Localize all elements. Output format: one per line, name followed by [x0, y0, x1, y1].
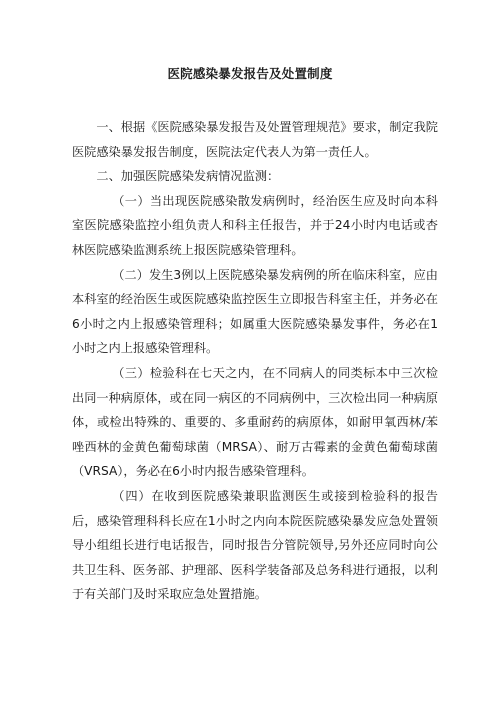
paragraph-2: 二、加强医院感染发病情况监测： — [96, 169, 280, 184]
paragraph-6: （四）在收到医院感染兼职监测医生或接到检验科的报告后，感染管理科科长应在1小时之内向本院医院感染暴发应急处置领导小组组长进行电话报告，同时报告分管院领导,另外还应同时向公共卫生科、医务部、护理部、医科学装备部及总务科进行通报，以利于有关部门及时采取应急处置措施。 — [72, 488, 438, 602]
paragraph-3: （一）当出现医院感染散发病例时，经治医生应及时向本科室医院感染监控小组负责人和科主任报告，并于24小时内电话或杏林医院感染监测系统上报医院感染管理科。 — [72, 193, 438, 257]
document-body — [72, 115, 438, 607]
document-title: 医院感染暴发报告及处置制度 — [167, 66, 333, 81]
paragraph-4: （二）发生3例以上医院感染暴发病例的所在临床科室，应由本科室的经治医生或医院感染监控医生立即报告科室主任，并务必在6小时之内上报感染管理科；如属重大医院感染暴发事件，务必在1小时之内上报感染管理科。 — [72, 267, 438, 356]
paragraph-1: 一、根据《医院感染暴发报告及处置管理规范》要求，制定我院医院感染暴发报告制度，医院法定代表人为第一责任人。 — [72, 120, 438, 159]
paragraph-5: （三）检验科在七天之内，在不同病人的同类标本中三次检出同一种病原体，或在同一病区的不同病例中，三次检出同一种病原体，或检出特殊的、重要的、多重耐药的病原体，如耐甲氧西林/苯唑西林的金黄色葡萄球菌（MRSA）、耐万古霉素的金黄色葡萄球菌（VRSA），务必在6小时内报告感染管理科。 — [72, 365, 438, 479]
